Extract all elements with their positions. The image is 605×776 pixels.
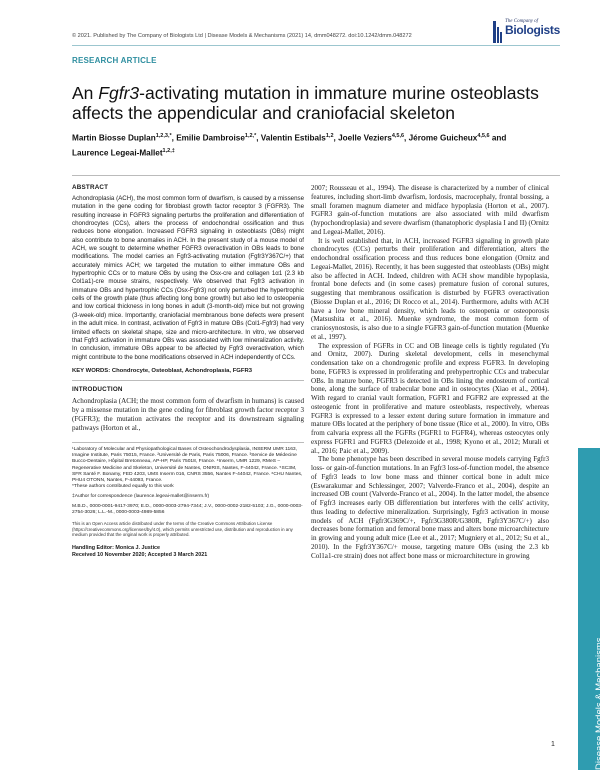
introduction-text: Achondroplasia (ACH; the most common form of dwarfism in humans) is caused by a missense mutation in the gene coding for fibroblast growth factor receptor 3 (FGFR3); the mutation activates the receptor and its downstream signaling pathways (Horton et al., — [72, 396, 304, 433]
author-name: Laurence Legeai-Mallet — [72, 148, 163, 158]
handling-editor: Handling Editor: Monica J. Justice — [72, 544, 161, 551]
left-column — [72, 184, 304, 558]
correspondence-note: ‡Author for correspondence (laurence.legeai-mallet@inserm.fr) — [72, 493, 210, 499]
article-title: An Fgfr3-activating mutation in immature murine osteoblasts affects the appendicular and craniofacial skeleton — [72, 83, 539, 123]
orcid-list[interactable]: M.B.D., 0000-0001-9417-3970; E.D., 0000-0003-2794-7344; J.V., 0000-0002-2182-5103; J.G., 0000-0003-2754-3026; L.L.-M., 0000-0003-4989-5856 — [72, 504, 303, 516]
author-affiliation-mark: 1,2,* — [244, 133, 257, 139]
body-paragraph: It is well established that, in ACH, increased FGFR3 signaling in growth plate chondrocytes (CCs) perturbs their proliferation and differentiation, alters the endochondral ossification process and thus reduces bone elongation (Ornitz and Legeai-Mallet, 2016). Recently, it has been suggested that osteoblasts (OBs) might also be affected in ACH. Indeed, children with ACH show mandible hypoplasia, frontal bone defects and (in some cases) premature fusion of coronal sutures, suggesting that membranous ossification is disturbed by FGFR3 overactivation (Biosse Duplan et al., 2016; Di Rocco et al., 2014). Furthermore, adults with ACH have a low bone mineral density, which leads to osteopenia or osteoporosis (Matsushita et al., 2016). Muenke syndrome, the most common form of craniosynostosis, is also due to a single FGFR3 gain-of-function mutation (Muenke et al., 1997). — [311, 236, 549, 341]
logo-big-text: Biologists — [505, 23, 561, 37]
body-paragraph: The expression of FGFRs in CC and OB lineage cells is tightly regulated (Yu and Ornitz, 2007). During skeletal development, cells in mesenchymal condensation take on a chondrogenic profile and express FGFR3. In developing bone, FGFR3 is expressed in proliferating and prehypertrophic CCs and trabecular OBs. In mature bone, FGFR3 is detected in OBs lining the endosteum of cortical bone, along the surface of trabecular bone and in osteocytes (Xiao et al., 2004). With regard to cranial vault formation, FGFR1 and FGFR2 are expressed at the osteogenic front in proliferative and mature osteoblasts, respectively, whereas FGFR3 is expressed to a lesser extent during suture formation in immature and mature OBs located at the periphery of bone tissue (Rice et al., 2000). In vitro, OBs from calvaria express all the FGFRs (FGFR1 to FGFR4), whereas osteocytes only express FGFR1 and FGFR3 (Delezoide et al., 1998; Kyono et al., 2012; Murali et al., 2016; Paic et al., 2009). — [311, 341, 549, 455]
abstract-heading: ABSTRACT — [72, 184, 109, 191]
logo-mark-icon — [493, 21, 503, 43]
body-paragraph: 2007; Rousseau et al., 1994). The disease is characterized by a number of clinical features, including short-limb dwarfism, lordosis, macrocephaly, frontal bossing, a small foramen magnum diameter and midface hypoplasia (Horton et al., 2007). FGFR3 gain-of-function mutations are also associated with mild dwarfism (hypochondroplasia) and severe dwarfism (thanatophoric dysplasia I and II) (Ornitz and Legeai-Mallet, 2016). — [311, 184, 549, 236]
affiliations: ¹Laboratory of Molecular and Physiopathological Bases of Osteochondrodysplasia, INSERM UMR 1163, Imagine Institute, Paris 75015, France. ²Université de Paris, Paris 75006, France. ³Service de Médecine Bucco-Dentaire, Hôpital Bretonneau, AP-HP, Paris 75018, France. ⁴Inserm, UMR 1229, RMeS – Regenerative Medicine and Skeleton, Université de Nantes, ONIRIS, Nantes, F-44042, France. ⁵SC3M, SFR Santé F. Bonamy, FED 4203, UMS Inserm 016, CNRS 3556, Nantes F-44042, France. ⁶CHU Nantes, PHU4 OTONN, Nantes, F-44093, France. *These authors contributed equally to this work — [72, 447, 303, 489]
copyright-line: © 2021. Published by The Company of Biologists Ltd | Disease Models & Mechanisms (2021) 14, dmm048272. doi:10.1242/dmm.048272 — [72, 33, 412, 39]
right-column — [311, 184, 549, 560]
body-paragraph: The bone phenotype has been described in several mouse models carrying Fgfr3 loss- or gain-of-function mutations. In an Fgfr3 loss-of-function model, the absence of Fgfr3 leads to low bone mass and thinner cortical bone in adult mice (Eswarakumar and Schlessinger, 2007; Valverde-Franco et al., 2004), despite an increased OB count (Valverde-Franco et al., 2004). In the latter model, the absence of Fgfr3 increases early OB differentiation but interferes with the cells' activity, thus leading to defective mineralization. Surprisingly, Fgfr3 activation in mouse models of ACH (Fgfr3G369C/+, Fgfr3G380R/G380R, Fgfr3Y367C/+) also decreases bone formation and femoral bone mass and alters bone microarchitecture in growing and young adult mice (Lee et al., 2017; Mugniery et al., 2012; Su et al., 2010). In the Fgfr3Y367C/+ mouse, targeting mature OBs (using the 2.3 kb Col1a1-cre strain) does not affect bone mass or microarchitecture in growing — [311, 455, 549, 560]
author-name: Emilie Dambroise — [176, 133, 245, 143]
author-name: Martin Biosse Duplan — [72, 133, 156, 143]
abstract-text: Achondroplasia (ACH), the most common form of dwarfism, is caused by a missense mutation in the gene coding for fibroblast growth factor receptor 3 (FGFR3). The resulting increase in FGFR3 signaling perturbs the proliferation and differentiation of chondrocytes (CCs), alters the process of endochondral ossification and thus reduces bone elongation. Increased FGFR3 signaling in osteoblasts (OBs) might also contribute to bone anomalies in ACH. In the present study of a mouse model of ACH, we sought to determine whether FGFR3 overactivation in OBs leads to bone modifications. The model carries an Fgfr3-activating mutation (Fgfr3Y367C/+) that accurately mimics ACH; we targeted the mutation to either immature OBs and hypertrophic CCs or to mature OBs by using the Osx-cre and collagen 1α1 (2.3 kb Col1a1)-cre mouse strains, respectively. We observed that Fgfr3 activation in immature OBs and hypertrophic CCs (Osx-Fgfr3) not only perturbed the hypertrophic cells of the growth plate (thus affecting long bone growth) but also led to osteopenia and low cortical thickness in long bones in adult (3-month-old) mice but not growing (3-week-old) mice. Importantly, craniofacial membranous bone defects were present in the adult mice. In contrast, activation of Fgfr3 in mature OBs (Col1-Fgfr3) had very limited effects on skeletal shape, size and micro-architecture. In vitro, we observed that Fgfr3 activation in immature OBs was associated with low mineralization activity. In conclusion, immature OBs appear to be affected by Fgfr3 overactivation, which might contribute to the bone modifications observed in ACH independently of CCs. — [72, 195, 304, 361]
article-type: RESEARCH ARTICLE — [72, 56, 157, 65]
author-affiliation-mark: 4,5,6 — [477, 133, 490, 139]
author-name: Joelle Veziers — [338, 133, 392, 143]
author-name: Jérome Guicheux — [408, 133, 478, 143]
logo-small-text: The Company of — [505, 19, 539, 24]
author-affiliation-mark: 1,2,‡ — [162, 147, 175, 154]
author-name: Valentin Estibals — [260, 133, 326, 143]
open-access-note: This is an Open Access article distributed under the terms of the Creative Commons Attribution License (https://creativecommons.org/licenses/by/4.0), which permits unrestricted use, distribution and reproduction in any medium provided that the original work is properly attributed. — [72, 521, 293, 538]
title-rule — [72, 175, 560, 176]
page-number: 1 — [551, 741, 555, 748]
author-affiliation-mark: 4,5,6 — [391, 133, 405, 139]
keywords-rule — [72, 380, 304, 381]
journal-side-label: Disease Models & Mechanisms — [594, 637, 605, 770]
author-list: Martin Biosse Duplan$^{1,2,3,*}$, Emilie Dambroise$^{1,2,*}$, Valentin Estibals$^{1,2}$, Joelle Veziers$^{4,5,6}$, Jérome Guicheux$^{4,5,6}$ and Laurence Legeai-Mallet$^{1,2,\ddagger}$ — [72, 133, 507, 158]
publisher-logo[interactable] — [505, 19, 559, 47]
title-gene: Fgfr3 — [98, 83, 140, 103]
received-dates: Received 10 November 2020; Accepted 3 March 2021 — [72, 551, 208, 558]
author-affiliation-mark: 1,2,3,* — [155, 133, 172, 139]
introduction-heading: INTRODUCTION — [72, 385, 123, 393]
footnote-rule — [72, 442, 304, 443]
header-rule — [72, 45, 560, 46]
keywords: KEY WORDS: Chondrocyte, Osteoblast, Achondroplasia, FGFR3 — [72, 367, 253, 374]
author-affiliation-mark: 1,2 — [325, 133, 334, 139]
